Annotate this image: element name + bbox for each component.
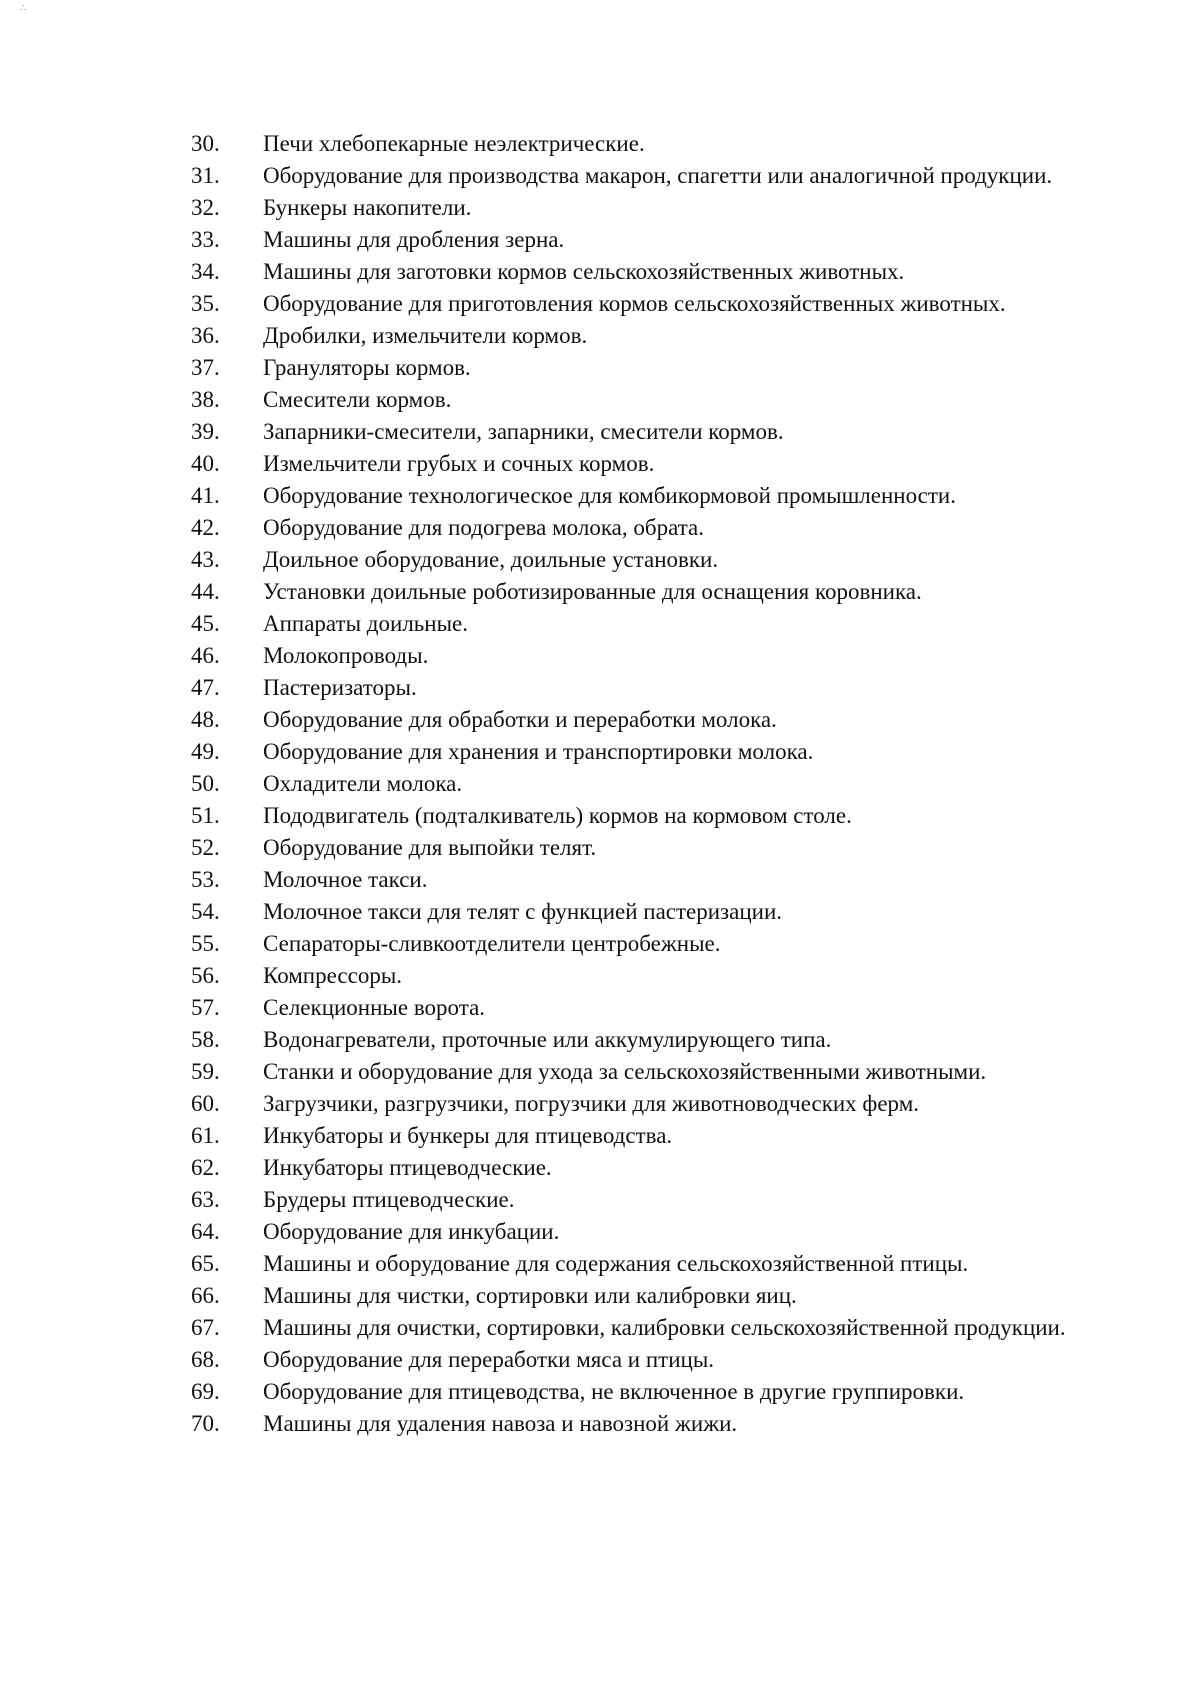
list-item	[191, 1344, 1125, 1376]
list-item	[191, 384, 1125, 416]
item-text: Оборудование для птицеводства, не включенное в другие группировки.	[263, 1379, 965, 1404]
item-number: 56.	[191, 963, 220, 988]
list-item	[191, 128, 1125, 160]
list-item	[191, 736, 1125, 768]
item-number: 55.	[191, 931, 220, 956]
item-number: 31.	[191, 163, 220, 188]
item-number: 44.	[191, 579, 220, 604]
item-number: 46.	[191, 643, 220, 668]
list-item	[191, 192, 1125, 224]
list-item	[191, 832, 1125, 864]
list-item	[191, 1088, 1125, 1120]
item-text: Водонагреватели, проточные или аккумулирующего типа.	[263, 1027, 832, 1052]
item-number: 48.	[191, 707, 220, 732]
list-item	[191, 256, 1125, 288]
item-number: 53.	[191, 867, 220, 892]
item-number: 67.	[191, 1315, 220, 1340]
item-text: Оборудование для приготовления кормов сельскохозяйственных животных.	[263, 291, 1006, 316]
list-item	[191, 1280, 1125, 1312]
scan-artifact: ∴	[20, 3, 27, 14]
item-text: Станки и оборудование для ухода за сельскохозяйственными животными.	[263, 1059, 987, 1084]
list-item	[191, 544, 1125, 576]
list-item	[191, 576, 1125, 608]
item-number: 42.	[191, 515, 220, 540]
list-item	[191, 704, 1125, 736]
item-number: 45.	[191, 611, 220, 636]
item-number: 43.	[191, 547, 220, 572]
item-number: 33.	[191, 227, 220, 252]
item-number: 66.	[191, 1283, 220, 1308]
list-item	[191, 640, 1125, 672]
item-text: Аппараты доильные.	[263, 611, 469, 636]
item-number: 69.	[191, 1379, 220, 1404]
item-number: 41.	[191, 483, 220, 508]
item-text: Машины для чистки, сортировки или калибровки яиц.	[263, 1283, 797, 1308]
item-text: Установки доильные роботизированные для оснащения коровника.	[263, 579, 922, 604]
list-item	[191, 1216, 1125, 1248]
item-number: 30.	[191, 131, 220, 156]
list-item	[191, 800, 1125, 832]
item-number: 63.	[191, 1187, 220, 1212]
item-text: Машины для заготовки кормов сельскохозяйственных животных.	[263, 259, 905, 284]
list-item	[191, 768, 1125, 800]
item-text: Пастеризаторы.	[263, 675, 417, 700]
item-text: Оборудование для подогрева молока, обрата.	[263, 515, 704, 540]
list-item	[191, 1408, 1125, 1440]
list-item	[191, 928, 1125, 960]
item-text: Молокопроводы.	[263, 643, 429, 668]
item-number: 65.	[191, 1251, 220, 1276]
item-number: 34.	[191, 259, 220, 284]
item-text: Компрессоры.	[263, 963, 403, 988]
list-item	[191, 416, 1125, 448]
item-number: 57.	[191, 995, 220, 1020]
item-number: 70.	[191, 1411, 220, 1436]
item-text: Сепараторы-сливкоотделители центробежные.	[263, 931, 721, 956]
item-text: Печи хлебопекарные неэлектрические.	[263, 131, 645, 156]
item-number: 62.	[191, 1155, 220, 1180]
list-item	[191, 224, 1125, 256]
item-number: 50.	[191, 771, 220, 796]
list-item	[191, 1312, 1125, 1344]
list-item	[191, 448, 1125, 480]
item-text: Машины и оборудование для содержания сельскохозяйственной птицы.	[263, 1251, 969, 1276]
item-text: Молочное такси для телят с функцией пастеризации.	[263, 899, 783, 924]
item-text: Загрузчики, разгрузчики, погрузчики для животноводческих ферм.	[263, 1091, 919, 1116]
item-text: Охладители молока.	[263, 771, 463, 796]
list-item	[191, 1152, 1125, 1184]
item-text: Оборудование для переработки мяса и птицы.	[263, 1347, 715, 1372]
list-item	[191, 288, 1125, 320]
list-item	[191, 864, 1125, 896]
list-item	[191, 480, 1125, 512]
item-text: Пододвигатель (подталкиватель) кормов на кормовом столе.	[263, 803, 852, 828]
item-number: 52.	[191, 835, 220, 860]
item-number: 38.	[191, 387, 220, 412]
item-text: Молочное такси.	[263, 867, 428, 892]
item-text: Селекционные ворота.	[263, 995, 486, 1020]
item-text: Оборудование для обработки и переработки молока.	[263, 707, 777, 732]
item-number: 47.	[191, 675, 220, 700]
item-text: Доильное оборудование, доильные установки.	[263, 547, 719, 572]
item-number: 49.	[191, 739, 220, 764]
item-number: 68.	[191, 1347, 220, 1372]
list-item	[191, 1248, 1125, 1280]
item-number: 36.	[191, 323, 220, 348]
item-text: Измельчители грубых и сочных кормов.	[263, 451, 655, 476]
item-number: 61.	[191, 1123, 220, 1148]
item-number: 39.	[191, 419, 220, 444]
item-number: 51.	[191, 803, 220, 828]
item-number: 37.	[191, 355, 220, 380]
item-text: Оборудование для производства макарон, спагетти или аналогичной продукции.	[263, 163, 1053, 188]
list-item	[191, 896, 1125, 928]
item-text: Машины для удаления навоза и навозной жижи.	[263, 1411, 738, 1436]
document-page	[191, 128, 1125, 1440]
item-text: Инкубаторы птицеводческие.	[263, 1155, 552, 1180]
equipment-list	[191, 128, 1125, 1440]
item-number: 35.	[191, 291, 220, 316]
list-item	[191, 1376, 1125, 1408]
list-item	[191, 672, 1125, 704]
list-item	[191, 960, 1125, 992]
list-item	[191, 160, 1125, 192]
item-text: Брудеры птицеводческие.	[263, 1187, 515, 1212]
item-text: Бункеры накопители.	[263, 195, 472, 220]
list-item	[191, 992, 1125, 1024]
item-number: 64.	[191, 1219, 220, 1244]
list-item	[191, 1024, 1125, 1056]
list-item	[191, 1120, 1125, 1152]
item-number: 32.	[191, 195, 220, 220]
list-item	[191, 1184, 1125, 1216]
item-text: Машины для дробления зерна.	[263, 227, 565, 252]
item-text: Дробилки, измельчители кормов.	[263, 323, 588, 348]
item-text: Оборудование для инкубации.	[263, 1219, 560, 1244]
list-item	[191, 512, 1125, 544]
list-item	[191, 608, 1125, 640]
list-item	[191, 320, 1125, 352]
item-number: 60.	[191, 1091, 220, 1116]
item-number: 54.	[191, 899, 220, 924]
item-text: Оборудование для выпойки телят.	[263, 835, 597, 860]
item-number: 58.	[191, 1027, 220, 1052]
item-number: 59.	[191, 1059, 220, 1084]
item-text: Грануляторы кормов.	[263, 355, 471, 380]
list-item	[191, 1056, 1125, 1088]
item-text: Запарники-смесители, запарники, смесители кормов.	[263, 419, 784, 444]
item-text: Оборудование для хранения и транспортировки молока.	[263, 739, 814, 764]
item-text: Оборудование технологическое для комбикормовой промышленности.	[263, 483, 956, 508]
list-item	[191, 352, 1125, 384]
item-text: Смесители кормов.	[263, 387, 452, 412]
item-text: Инкубаторы и бункеры для птицеводства.	[263, 1123, 673, 1148]
item-text: Машины для очистки, сортировки, калибровки сельскохозяйственной продукции.	[263, 1315, 1066, 1340]
item-number: 40.	[191, 451, 220, 476]
